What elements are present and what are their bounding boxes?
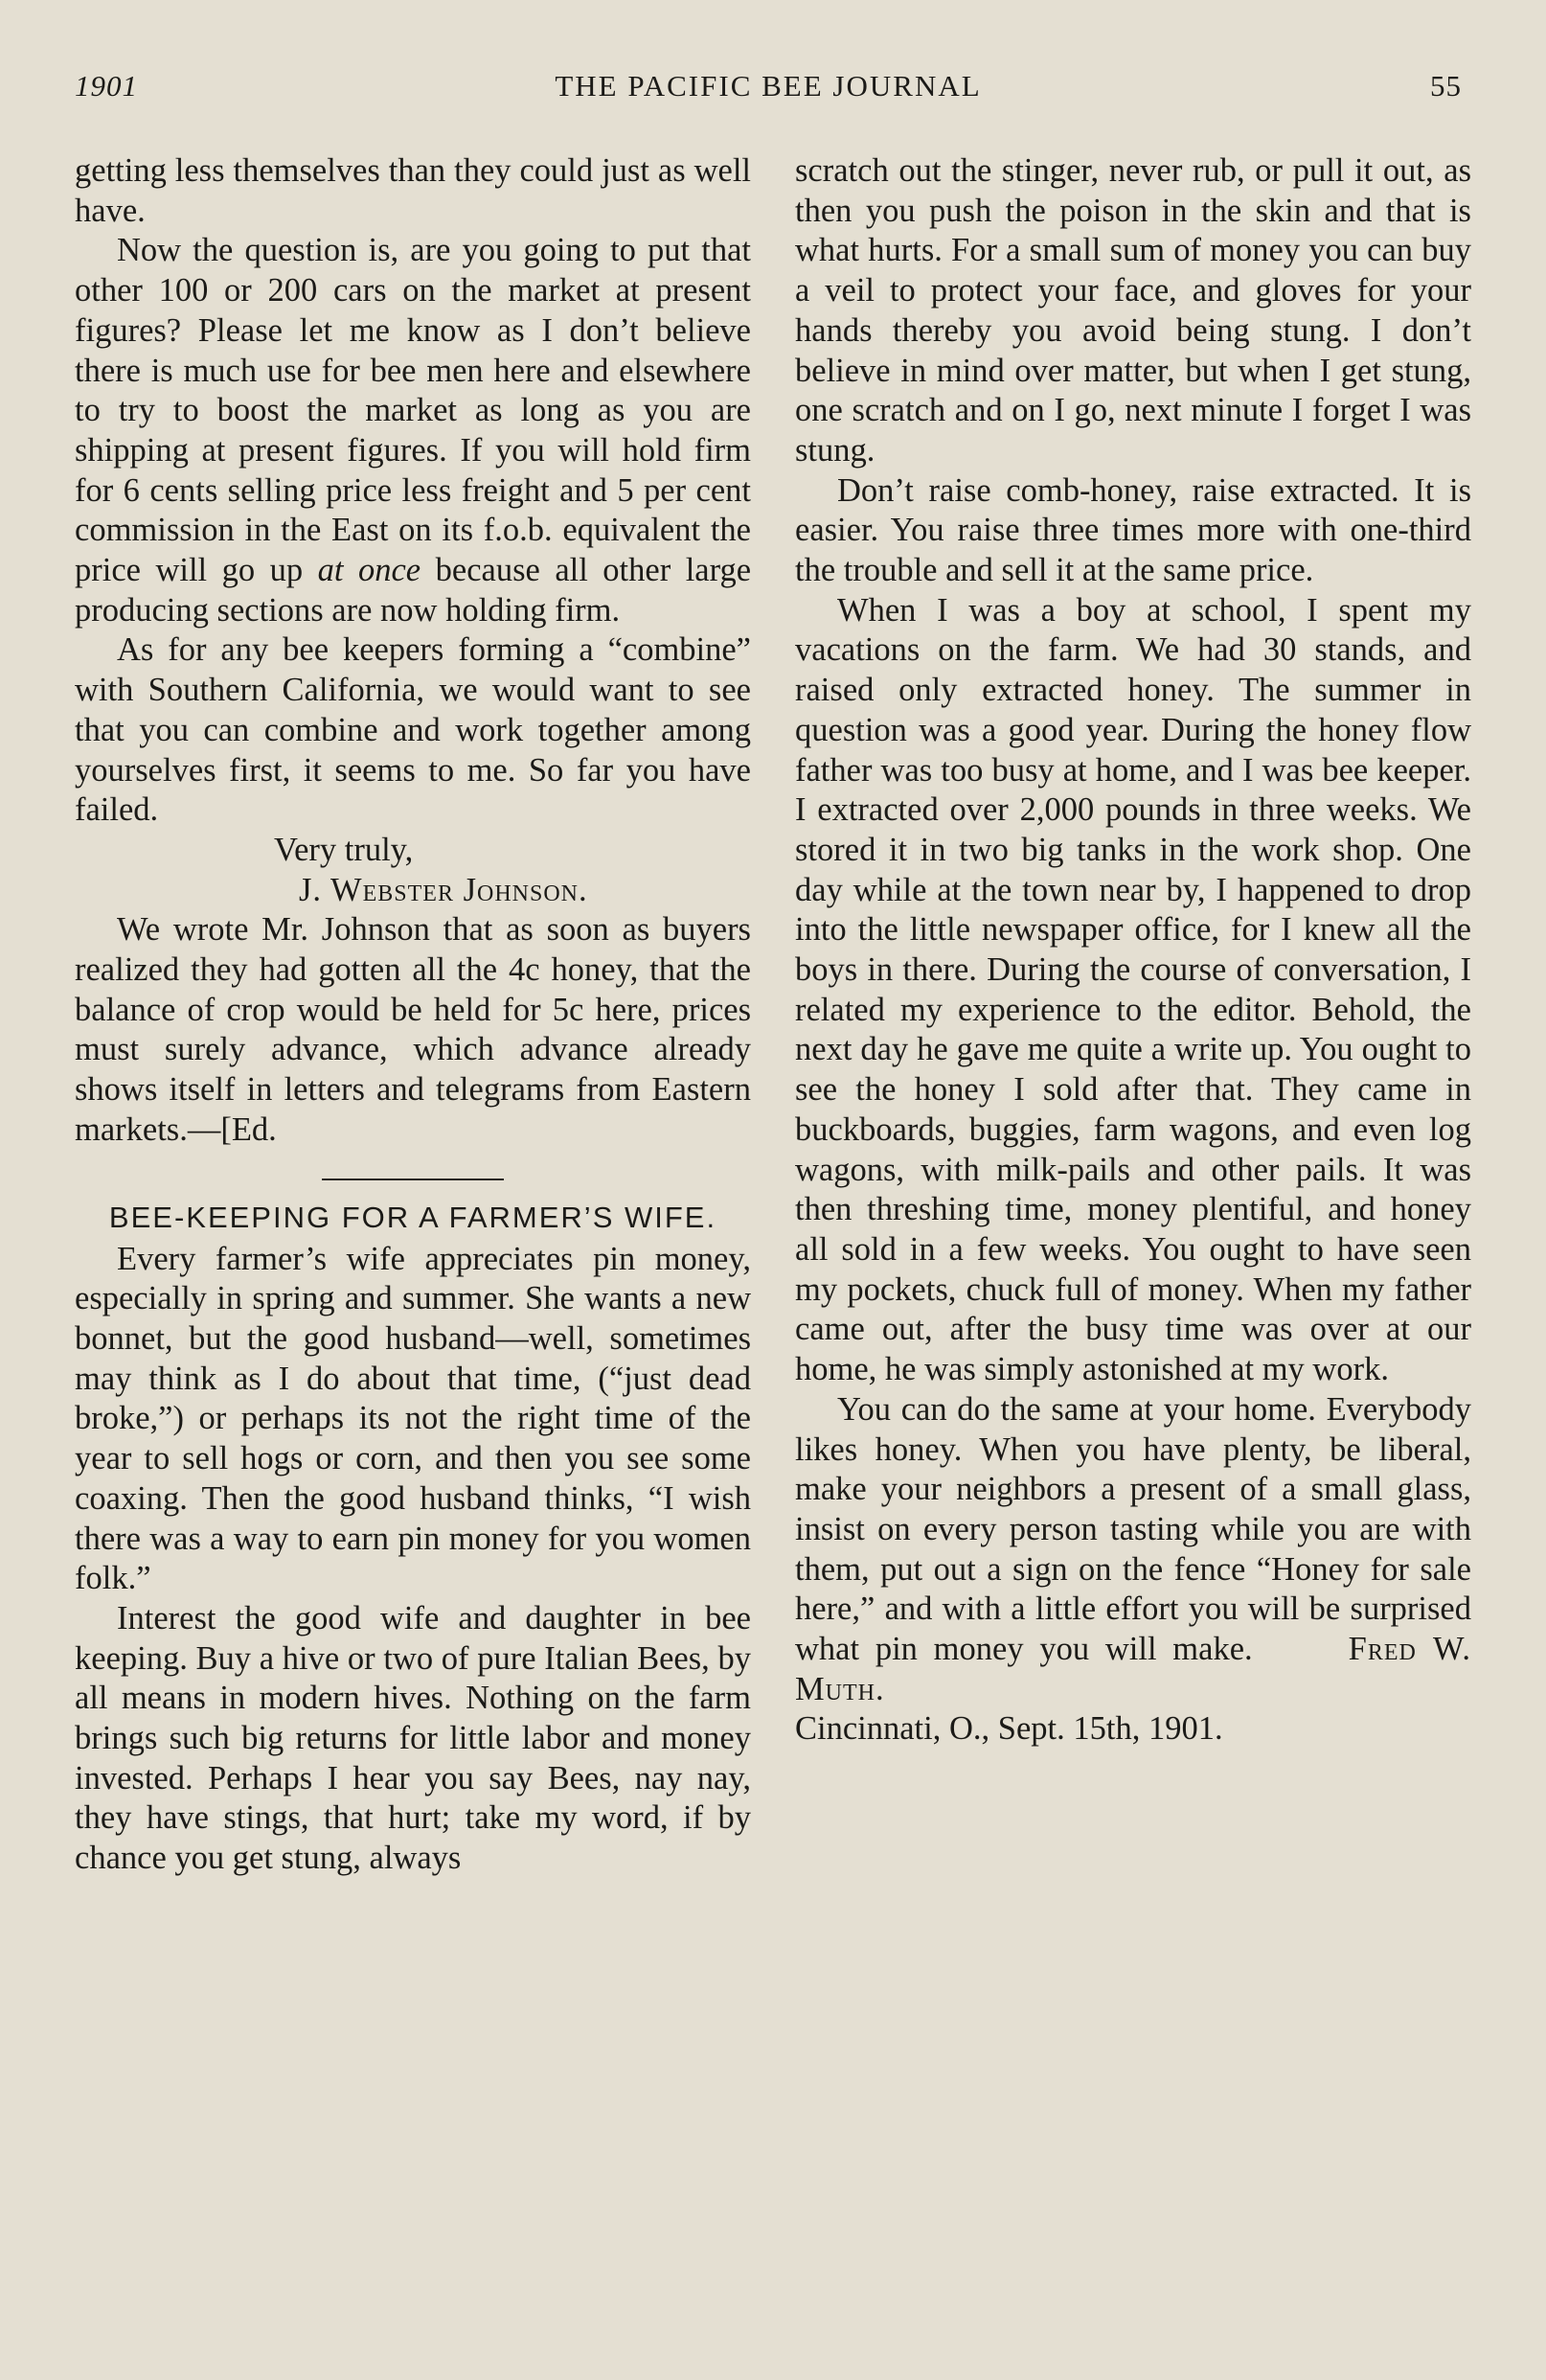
article-paragraph-pin-money: Every farmer’s wife appreciates pin money, especially in spring and summer. She wants a new bonnet, but the good husband—well, sometimes may think as I do about that time, (“just dead broke,”) or perhaps its not the right time of the year to sell hogs or corn, and then you see some coaxing. Then the good husband thinks, “I wish there was a way to earn pin money for you women folk.” — [75, 1240, 751, 1597]
letter-paragraph-market-text: Now the question is, are you going to put that other 100 or 200 cars on the market at present figures? Please let me know as I don’t believe there is much use for bee men here and elsewhere to try to boost the market as long as you are shipping at present figures. If you will hold firm for 6 cents selling price less freight and 5 per cent commission in the East on its f.o.b. equivalent the price will go up — [75, 232, 751, 589]
article-paragraph-advice — [795, 1390, 1471, 1710]
letter-paragraph-continued: getting less themselves than they could just as well have. — [75, 152, 751, 229]
letter-signature: J. Webster Johnson. — [299, 871, 588, 908]
letter-paragraph-combine: As for any bee keepers forming a “combine” with Southern California, we would want to see that you can combine and work together among yourselves first, it seems to me. So far you have failed. — [75, 631, 751, 829]
page-number: 55 — [1430, 69, 1462, 103]
article-author: Fred W. Muth. — [795, 1631, 1471, 1707]
right-column — [795, 151, 1471, 1750]
article-dateline: Cincinnati, O., Sept. 15th, 1901. — [795, 1710, 1223, 1748]
letter-closing: Very truly, — [274, 831, 414, 868]
section-divider — [322, 1179, 504, 1180]
running-header — [75, 69, 1462, 117]
emphasis-at-once: at once — [317, 552, 421, 589]
article-paragraph-boyhood: When I was a boy at school, I spent my vacations on the farm. We had 30 stands, and raised only extracted honey. The summer in question was a good year. During the honey flow father was too busy at home, and I was bee keeper. I extracted over 2,000 pounds in three weeks. We stored it in two big tanks in the work shop. One day while at the town near by, I happened to drop into the little newspaper office, for I knew all the boys in there. During the course of conversation, I related my experience to the editor. Behold, the next day he gave me quite a write up. You ought to see the honey I sold after that. They came in buckboards, buggies, farm wagons, and even log wagons, with milk-pails and other pails. It was then threshing time, money plentiful, and honey all sold in a few weeks. You ought to have seen my pockets, chuck full of money. When my father came out, after the busy time was over at our home, he was simply astonished at my work. — [795, 591, 1471, 1388]
article-headline: BEE-KEEPING FOR A FARMER’S WIFE. — [108, 1200, 717, 1234]
editor-note: We wrote Mr. Johnson that as soon as buyers realized they had gotten all the 4c honey, that the balance of crop would be held for 5c here, prices must surely advance, which advance already shows itself in letters and telegrams from Eastern markets.—[Ed. — [75, 911, 751, 1148]
article-paragraph-bee-keeping: Interest the good wife and daughter in bee keeping. Buy a hive or two of pure Italian Bees, by all means in modern hives. Nothing on the farm brings such big returns for little labor and money invested. Perhaps I hear you say Bees, nay nay, they have stings, that hurt; take my word, if by chance you get stung, always — [75, 1599, 751, 1877]
letter-paragraph-market-end: because all other large producing sections are now holding firm. — [75, 552, 752, 629]
header-year: 1901 — [75, 69, 138, 103]
article-paragraph-extracted: Don’t raise comb-honey, raise extracted. It is easier. You raise three times more with one-third the trouble and sell it at the same price. — [795, 471, 1471, 589]
article-paragraph-advice-text: You can do the same at your home. Everybody likes honey. When you have plenty, be liberal, make your neighbors a present of a small glass, insist on every person tasting while you are with them, put out a sign on the fence “Honey for sale here,” and with a little effort you will be surprised what pin money you will make. — [795, 1390, 1471, 1668]
article-paragraph-stinger: scratch out the stinger, never rub, or pull it out, as then you push the poison in the skin and that is what hurts. For a small sum of money you can buy a veil to protect your face, and gloves for your hands thereby you avoid being stung. I don’t believe in mind over matter, but when I get stung, one scratch and on I go, next minute I forget I was stung. — [795, 152, 1471, 469]
left-column — [75, 151, 751, 1879]
journal-title: THE PACIFIC BEE JOURNAL — [555, 69, 982, 103]
letter-paragraph-market — [75, 231, 751, 630]
